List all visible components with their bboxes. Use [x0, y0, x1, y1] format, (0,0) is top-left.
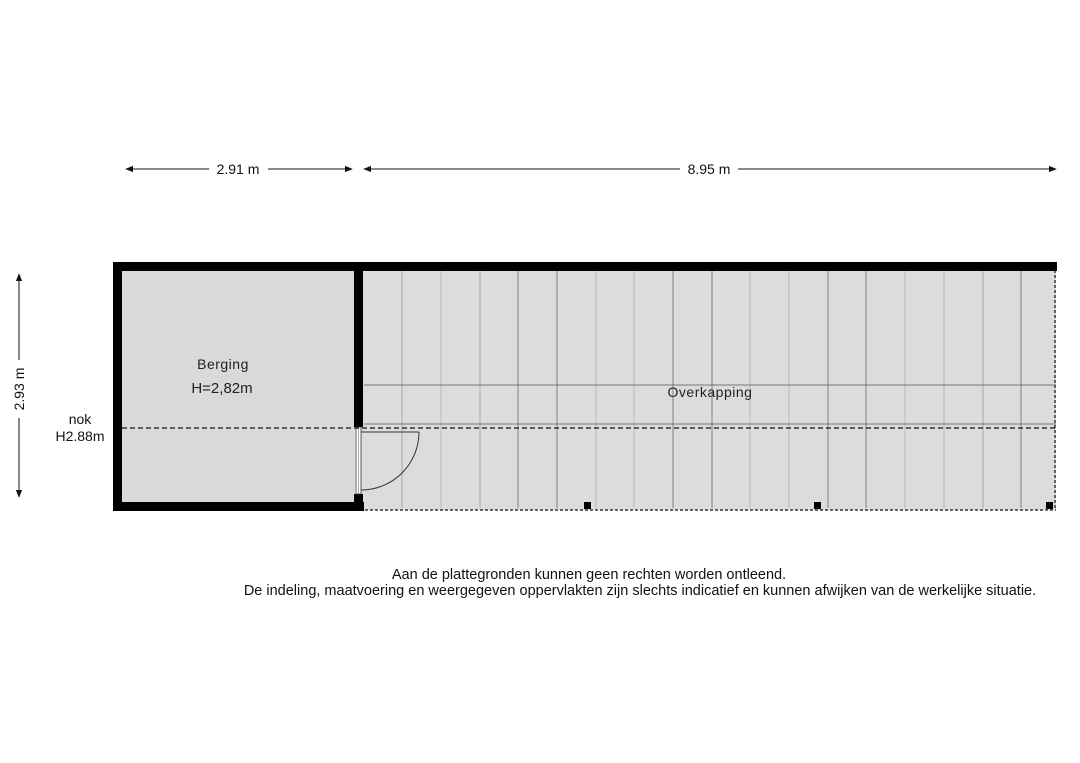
post — [814, 502, 821, 509]
ridge-height-label: H2.88m — [55, 428, 105, 444]
dimension-top-right — [364, 161, 1056, 177]
canopy-name: Overkapping — [667, 384, 753, 400]
storage-height: H=2,82m — [191, 380, 253, 397]
post — [584, 502, 591, 509]
dimension-top-left — [126, 161, 352, 177]
disclaimer-line-1: Aan de plattegronden kunnen geen rechten worden ontleend. — [391, 567, 787, 583]
ridge-label: nok — [68, 411, 92, 427]
dimension-left — [11, 274, 27, 497]
disclaimer-line-2: De indeling, maatvoering en weergegeven oppervlakten zijn slechts indicatief en kunnen afwijken van de werkelijke situatie. — [243, 583, 1037, 599]
storage-name: Berging — [197, 356, 249, 372]
dimension-top-left-label: 2.91 m — [216, 161, 260, 177]
dimension-left-label: 2.93 m — [11, 367, 27, 411]
dimension-top-right-label: 8.95 m — [687, 161, 731, 177]
post — [1046, 502, 1053, 509]
